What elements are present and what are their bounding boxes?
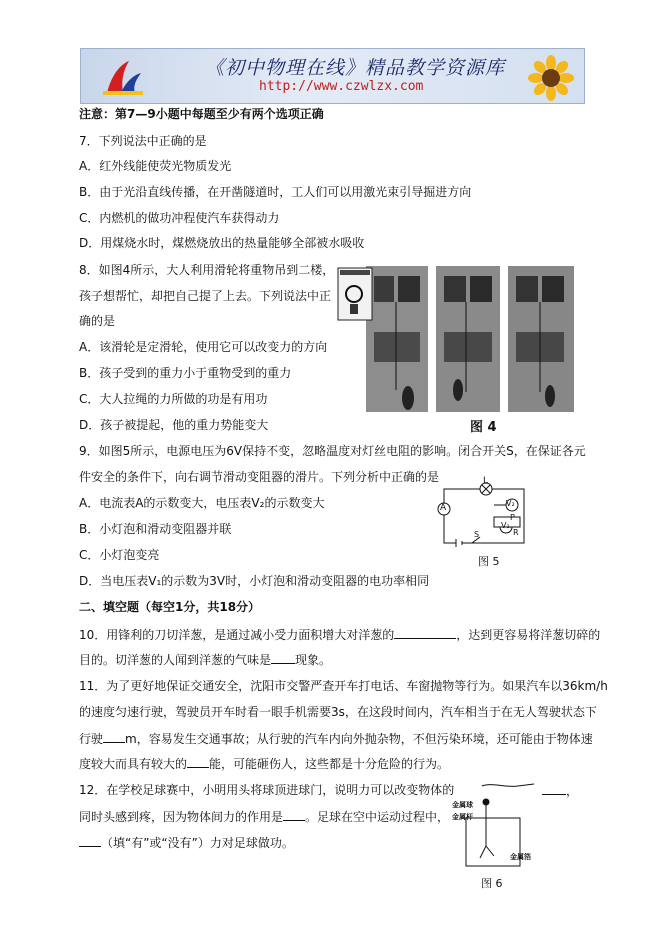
q11-text-3a: 行驶 <box>79 732 104 746</box>
q11-blank-2[interactable] <box>187 755 209 768</box>
q11-line-2: 的速度匀速行驶，驾驶员开车时看一眼手机需要3s，在这段时间内，汽车相当于在无人驾驶状态下 <box>79 705 597 719</box>
q9-option-c: C．小灯泡变亮 <box>79 548 160 562</box>
circuit-label-ammeter: A <box>440 503 447 513</box>
q12-line-3 <box>79 834 294 851</box>
q12-blank-2[interactable] <box>283 808 305 821</box>
fig6-label-foil: 金属箔 <box>510 853 531 861</box>
logo-icon <box>101 57 145 97</box>
banner-url[interactable]: http://www.czwlzx.com <box>259 79 424 94</box>
circuit-label-p: P <box>510 513 515 522</box>
q12-line-1 <box>79 782 454 798</box>
q8-option-a: A．该滑轮是定滑轮，使用它可以改变力的方向 <box>79 340 328 354</box>
figure-4-label: 图 4 <box>470 420 497 435</box>
fig4-panel-2 <box>436 266 500 412</box>
q8-option-c: C．大人拉绳的力所做的功是有用功 <box>79 392 268 406</box>
circuit-label-switch: S <box>474 530 480 539</box>
q12-text-3a: （填“有”或“没有”）力对足球做功。 <box>101 836 294 850</box>
q12-blank-3[interactable] <box>79 834 101 847</box>
q11-line-1: 11．为了更好地保证交通安全，沈阳市交警严查开车打电话、车窗抛物等行为。如果汽车以36km/h <box>79 679 608 693</box>
q11-line-3 <box>79 730 593 747</box>
q7-stem: 7．下列说法中正确的是 <box>79 134 207 148</box>
circuit-label-lamp: L <box>483 476 489 486</box>
q11-text-4a: 度较大而具有较大的 <box>79 757 188 771</box>
q12-text-2b: 。足球在空中运动过程中， <box>305 810 450 824</box>
note-text: 注意：第7—9小题中每题至少有两个选项正确 <box>79 107 324 121</box>
q12-text-1a: 12．在学校足球赛中，小明用头将球顶进球门，说明力可以改变物体的 <box>79 783 455 797</box>
fig4-pulley-inset <box>338 268 372 320</box>
q12-blank-1[interactable] <box>542 782 566 795</box>
q12-line-1-end <box>542 782 578 799</box>
q11-text-4b: 能，可能砸伤人，这些都是十分危险的行为。 <box>209 757 450 771</box>
q9-stem-1: 9．如图5所示，电源电压为6V保持不变，忽略温度对灯丝电阻的影响。闭合开关S，在保证各元 <box>79 444 586 458</box>
q9-option-b: B．小灯泡和滑动变阻器并联 <box>79 522 232 536</box>
q10-line-1 <box>79 626 600 643</box>
q8-stem-2: 孩子想帮忙，却把自己提了上去。下列说法中正 <box>79 289 332 303</box>
q11-line-4 <box>79 755 449 772</box>
q10-blank-1[interactable] <box>394 626 456 639</box>
circuit-label-v2: V₂ <box>506 499 515 508</box>
q12-line-2 <box>79 808 449 825</box>
q8-stem-3: 确的是 <box>79 314 116 328</box>
q7-option-b: B．由于光沿直线传播，在开凿隧道时，工人们可以用激光束引导掘进方向 <box>79 185 472 199</box>
banner-title: 《初中物理在线》精品教学资源库 <box>205 57 506 79</box>
q12-text-1b: ， <box>566 784 579 798</box>
q10-blank-2[interactable] <box>271 651 295 664</box>
q9-option-d: D．当电压表V₁的示数为3V时，小灯泡和滑动变阻器的电功率相同 <box>79 574 430 588</box>
q7-option-a: A．红外线能使荧光物质发光 <box>79 159 232 173</box>
q11-text-3b: m，容易发生交通事故；从行驶的汽车内向外抛杂物，不但污染环境，还可能由于物体速 <box>125 732 593 746</box>
fig6-label-rod: 金属杆 <box>452 813 473 821</box>
q9-stem-2: 件安全的条件下，向右调节滑动变阻器的滑片。下列分析中正确的是 <box>79 470 440 484</box>
sunflower-icon <box>528 55 574 101</box>
q8-option-d: D．孩子被提起，他的重力势能变大 <box>79 418 269 432</box>
q10-line-2 <box>79 651 331 668</box>
figure-6-label: 图 6 <box>481 877 503 890</box>
q9-option-a: A．电流表A的示数变大，电压表V₂的示数变大 <box>79 496 325 510</box>
q7-option-d: D．用煤烧水时，煤燃烧放出的热量能够全部被水吸收 <box>79 236 365 250</box>
q12-text-2a: 同时头感到疼，因为物体间力的作用是 <box>79 810 284 824</box>
figure-5-label: 图 5 <box>478 555 500 568</box>
figure-5-circuit <box>436 475 536 551</box>
fig6-label-ball: 金属球 <box>452 801 473 809</box>
q10-text-1b: ，达到更容易将洋葱切碎的 <box>456 628 601 642</box>
fig4-panel-3 <box>508 266 574 412</box>
q10-text-1a: 10．用锋利的刀切洋葱，是通过减小受力面积增大对洋葱的 <box>79 628 395 642</box>
q7-option-c: C．内燃机的做功冲程使汽车获得动力 <box>79 211 280 225</box>
fig4-panel-1 <box>366 266 428 412</box>
circuit-label-r: R <box>513 528 519 537</box>
q10-text-2a: 目的。切洋葱的人闻到洋葱的气味是 <box>79 653 272 667</box>
q8-option-b: B．孩子受到的重力小于重物受到的重力 <box>79 366 292 380</box>
section-2-heading: 二、填空题（每空1分，共18分） <box>79 600 261 614</box>
figure-4-pulley-photos <box>336 262 588 432</box>
q10-text-2b: 现象。 <box>295 653 332 667</box>
q8-stem-1: 8．如图4所示，大人利用滑轮将重物吊到二楼， <box>79 263 335 277</box>
header-banner <box>80 48 585 104</box>
circuit-label-v1: V₁ <box>501 521 510 530</box>
q11-blank-1[interactable] <box>103 730 125 743</box>
